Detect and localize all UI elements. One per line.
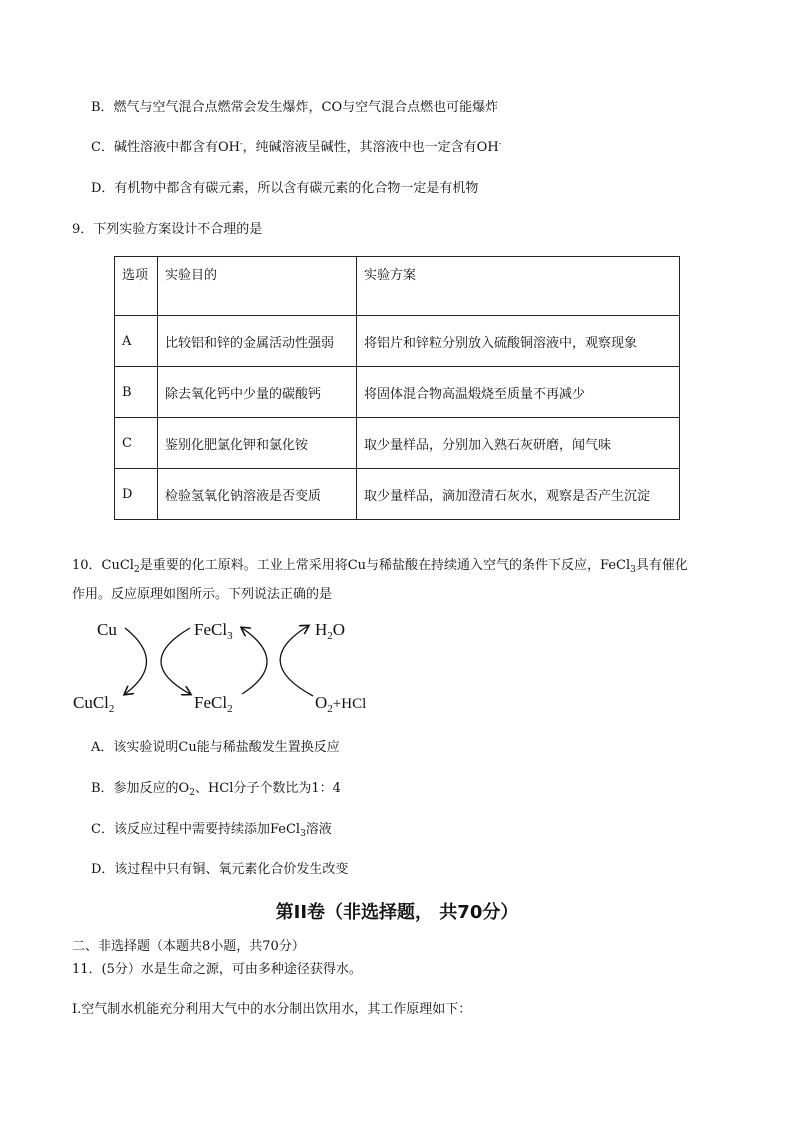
q11-stem: 11．(5分）水是生命之源，可由多种途径获得水。 [72, 962, 362, 977]
q10-option-c-text-1: C．该反应过程中需要持续添加FeCl [91, 822, 301, 837]
table-row [115, 367, 680, 418]
q8-option-c-text-2: ，纯碱溶液呈碱性，其溶液中也一定含有OH [242, 140, 499, 155]
table-cell: 将铝片和锌粒分别放入硫酸铜溶液中，观察现象 [357, 316, 680, 367]
table-row [115, 316, 680, 367]
q10-option-b-text-1: B．参加反应的O [91, 781, 190, 796]
label-hcl-text: +HCl [332, 696, 367, 712]
table-cell: 除去氧化钙中少量的碳酸钙 [158, 367, 357, 418]
arrow-cu-to-cucl2 [125, 628, 147, 694]
q8-option-c-sup-2: - [498, 139, 502, 148]
label-fecl2 [194, 693, 233, 715]
arrow-o2-to-h2o [280, 626, 313, 696]
label-o2-hcl [315, 693, 366, 715]
q11-part1: I.空气制水机能充分利用大气中的水分制出饮用水，其工作原理如下： [72, 1002, 472, 1017]
q10-option-c [91, 818, 332, 839]
q10-option-c-sub: 3 [300, 829, 306, 839]
label-cucl2-text: CuCl [73, 693, 109, 712]
table-cell: A [115, 316, 158, 367]
q10-option-d: D．该过程中只有铜、氧元素化合价发生改变 [91, 862, 349, 877]
q8-option-d: D．有机物中都含有碳元素，所以含有碳元素的化合物一定是有机物 [91, 181, 479, 196]
label-h2o [315, 620, 345, 642]
table-cell: 鉴别化肥氯化钾和氯化铵 [158, 418, 357, 469]
arrow-fecl3-to-fecl2 [161, 628, 190, 694]
label-cu: Cu [97, 620, 117, 639]
header-option: 选项 [115, 257, 158, 316]
table-cell: B [115, 367, 158, 418]
label-h2o-text-1: H [315, 620, 328, 639]
reaction-cycle-diagram [70, 614, 390, 718]
label-fecl3 [194, 620, 233, 642]
table-row [115, 418, 680, 469]
table-cell: 取少量样品，分别加入熟石灰研磨，闻气味 [357, 418, 680, 469]
q10-stem-text-1: 10．CuCl [72, 558, 134, 573]
q9-table [114, 256, 680, 520]
table-cell: 检验氢氧化钠溶液是否变质 [158, 469, 357, 520]
q10-option-a: A．该实验说明Cu能与稀盐酸发生置换反应 [91, 740, 340, 755]
label-h2o-text-2: O [332, 620, 346, 639]
table-row [115, 469, 680, 520]
header-purpose: 实验目的 [158, 257, 357, 316]
q10-option-b-sub: 2 [189, 788, 195, 798]
header-plan: 实验方案 [357, 257, 680, 316]
table-cell: C [115, 418, 158, 469]
q10-stem-text-3: 具有催化 [635, 558, 688, 573]
q10-stem-line-2: 作用。反应原理如图所示。下列说法正确的是 [72, 587, 333, 602]
label-fecl2-text: FeCl [194, 693, 228, 712]
q8-option-c [91, 136, 501, 155]
q10-option-b [91, 777, 341, 798]
label-fecl2-sub: 2 [227, 703, 233, 715]
table-header-row [115, 257, 680, 316]
label-o2-text: O [315, 693, 328, 712]
table-cell: 将固体混合物高温煅烧至质量不再减少 [357, 367, 680, 418]
table-cell: 取少量样品，滴加澄清石灰水，观察是否产生沉淀 [357, 469, 680, 520]
q8-option-b: B．燃气与空气混合点燃常会发生爆炸，CO与空气混合点燃也可能爆炸 [91, 100, 499, 115]
table-cell: D [115, 469, 158, 520]
label-o2-sub: 2 [327, 703, 333, 715]
q10-stem-sub-2: 3 [630, 565, 636, 575]
q10-stem-sub-1: 2 [133, 565, 140, 575]
q10-stem-line-1 [72, 554, 688, 575]
arrow-fecl2-to-fecl3 [242, 628, 267, 694]
q10-stem-text-2: 是重要的化工原料。工业上常采用将Cu与稀盐酸在持续通入空气的条件下反应，FeCl [139, 558, 631, 573]
table-cell: 比较铝和锌的金属活动性强弱 [158, 316, 357, 367]
q10-option-c-text-2: 溶液 [305, 822, 332, 837]
label-cucl2 [73, 693, 114, 715]
section-subtitle: 二、非选择题（本题共8小题，共70分） [72, 939, 305, 954]
label-h2o-sub: 2 [327, 630, 333, 642]
label-cucl2-sub: 2 [108, 703, 115, 715]
label-fecl3-sub: 3 [227, 630, 233, 642]
q10-option-b-text-2: 、HCl分子个数比为1：4 [194, 781, 341, 796]
q8-option-c-sup-1: - [239, 139, 243, 148]
section-title: 第II卷（非选择题， 共70分） [275, 902, 519, 923]
q8-option-c-text-1: C．碱性溶液中都含有OH [91, 140, 240, 155]
label-fecl3-text: FeCl [194, 620, 228, 639]
q9-stem: 9．下列实验方案设计不合理的是 [72, 222, 263, 237]
